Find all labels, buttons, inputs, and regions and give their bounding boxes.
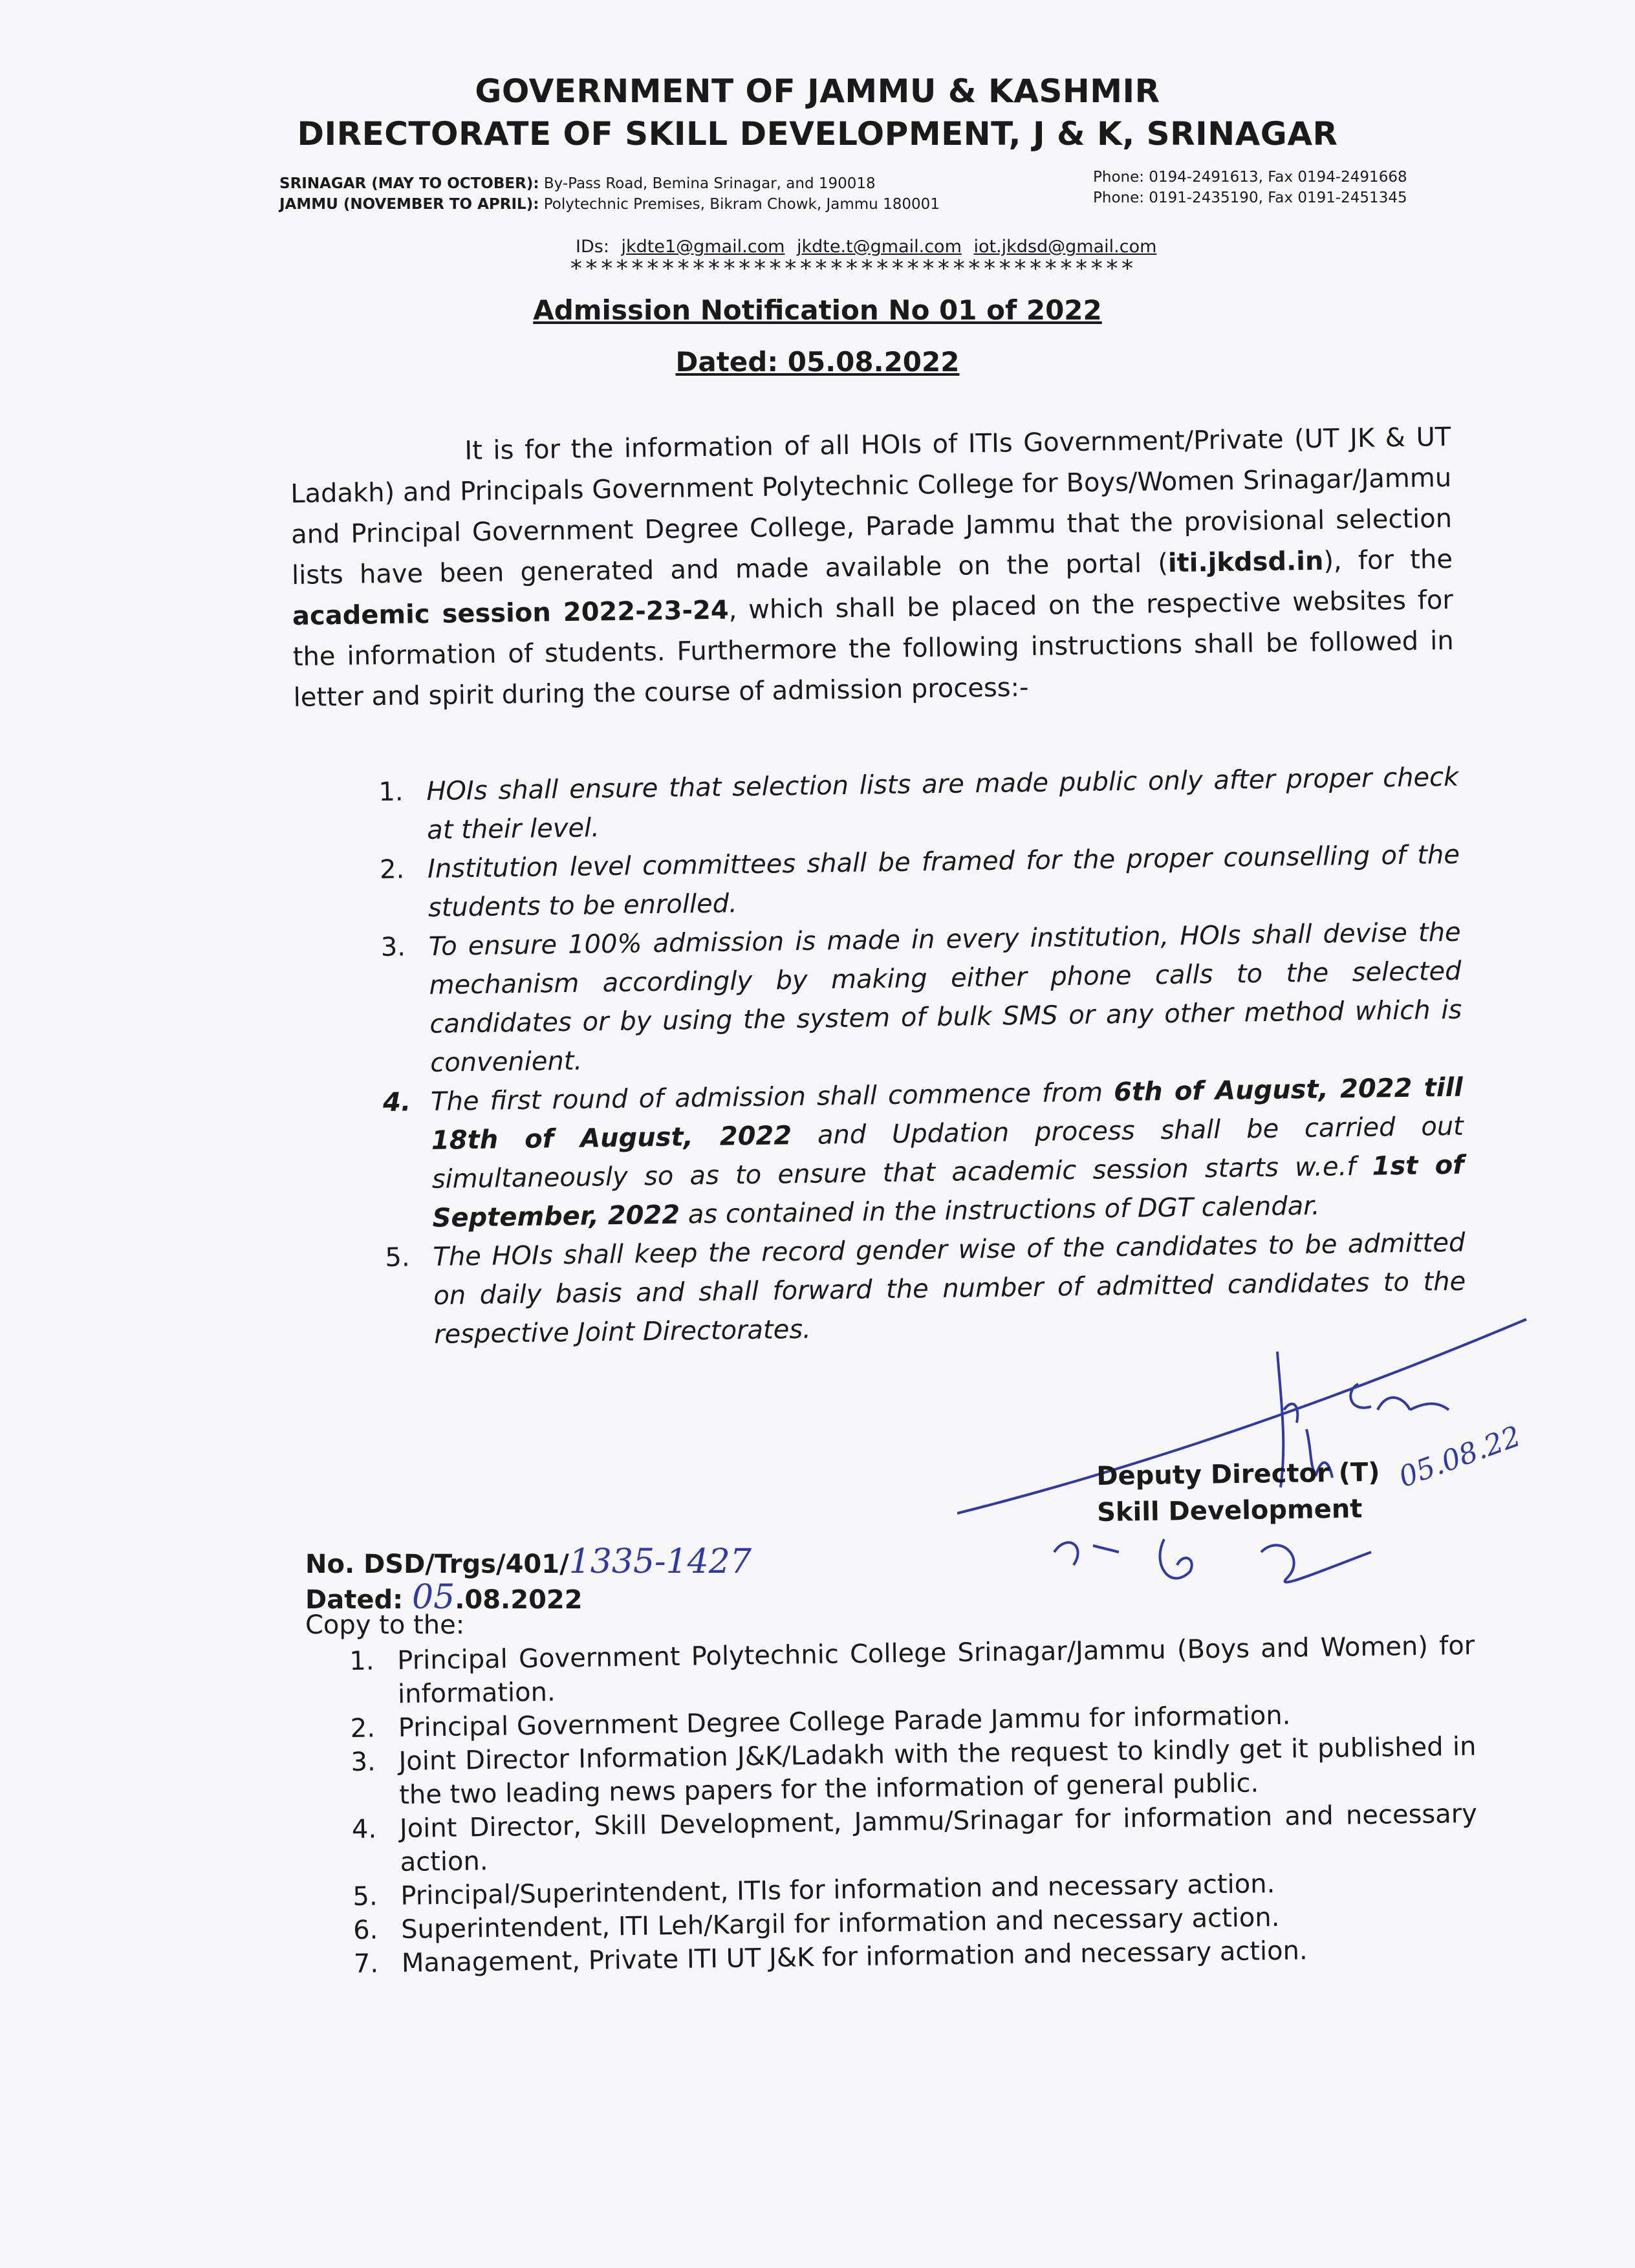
handwritten-day: 05	[412, 1578, 455, 1617]
handwritten-signature	[957, 1293, 1578, 1604]
reference-date: Dated: 05.08.2022	[305, 1578, 583, 1617]
email-link-1[interactable]: jkdte1@gmail.com	[621, 237, 785, 257]
list-item: 2. Principal Government Degree College Parade Jammu for information.	[350, 1700, 1291, 1744]
email-link-2[interactable]: jkdte.t@gmail.com	[797, 237, 962, 257]
session-text: academic session 2022-23-24	[292, 595, 729, 631]
handwritten-date: 05.08.22	[1394, 1420, 1525, 1495]
list-item: 5. Principal/Superintendent, ITIs for information and necessary action.	[352, 1869, 1275, 1912]
instructions-list	[378, 758, 1466, 1355]
phone-srinagar: Phone: 0194-2491613, Fax 0194-2491668	[1093, 169, 1407, 186]
ids-label: IDs:	[576, 237, 609, 257]
copy-to-label: Copy to the:	[305, 1610, 465, 1640]
copy-to-list	[349, 1629, 1479, 1981]
notification-date: Dated: 05.08.2022	[675, 346, 960, 378]
list-item: 5. The HOIs shall keep the record gender wise of the candidates to be admitted on daily basis and shall forward the number of admitted candidates to the respective Joint Directorates.	[385, 1227, 1466, 1350]
email-ids	[576, 237, 1163, 257]
list-item: 1. Principal Government Polytechnic College Srinagar/Jammu (Boys and Women) for information.	[349, 1630, 1475, 1709]
list-item: 3. Joint Director Information J&K/Ladakh with the request to kindly get it published in the two leading news papers for the information of general public.	[351, 1731, 1477, 1810]
header-directorate: DIRECTORATE OF SKILL DEVELOPMENT, J & K, SRINAGAR	[297, 115, 1338, 153]
address-jammu: JAMMU (NOVEMBER TO APRIL): Polytechnic Premises, Bikram Chowk, Jammu 180001	[279, 196, 940, 213]
phone-jammu: Phone: 0191-2435190, Fax 0191-2451345	[1093, 189, 1407, 206]
body-paragraph: It is for the information of all HOIs of ITIs Government/Private (UT JK & UT Ladakh) and Principals Government Polytechnic College for Boys/Women Srinagar/Jammu and Principal Government Degree College, Parade Jammu that the provisional selection lists have been generated and made available on the portal (iti.jkdsd.in), for the academic session 2022-23-24, which shall be placed on the respective websites for the information of students. Furthermore the following instructions shall be followed in letter and spirit during the course of admission process:-	[290, 422, 1454, 713]
signatory-department: Skill Development	[1096, 1494, 1363, 1528]
signature-block	[1096, 1454, 1381, 1531]
list-item: 3. To ensure 100% admission is made in every institution, HOIs shall devise the mechanism accordingly by making either phone calls to the selected candidates or by using the system of bulk SMS or any other method which is convenient.	[380, 917, 1462, 1078]
list-item: 4. Joint Director, Skill Development, Jammu/Srinagar for information and necessary action.	[351, 1798, 1478, 1877]
header-government: GOVERNMENT OF JAMMU & KASHMIR	[475, 72, 1160, 110]
portal-link: iti.jkdsd.in	[1167, 546, 1324, 579]
reference-number: No. DSD/Trgs/401/1335-1427	[305, 1542, 752, 1581]
list-item: 7. Management, Private ITI UT J&K for information and necessary action.	[353, 1936, 1308, 1979]
list-item: 6. Superintendent, ITI Leh/Kargil for information and necessary action.	[352, 1902, 1280, 1945]
divider-stars: *************************************	[569, 255, 1136, 282]
handwritten-reference: 1335-1427	[568, 1542, 752, 1581]
email-link-3[interactable]: iot.jkdsd@gmail.com	[973, 237, 1157, 257]
list-item: 4. The first round of admission shall commence from 6th of August, 2022 till 18th of August, 2022 and Updation process shall be carried out simultaneously so as to ensure that academic session starts w.e.f 1st of September, 2022 as contained in the instructions of DGT calendar.	[382, 1072, 1464, 1233]
list-item: 1. HOIs shall ensure that selection lists are made public only after proper check at their level.	[378, 762, 1459, 845]
notification-title: Admission Notification No 01 of 2022	[533, 294, 1102, 326]
phone-block	[1093, 167, 1407, 208]
list-item: 2. Institution level committees shall be framed for the proper counselling of the students to be enrolled.	[379, 839, 1460, 923]
signatory-title: Deputy Director (T)	[1096, 1457, 1380, 1491]
address-srinagar: SRINAGAR (MAY TO OCTOBER): By-Pass Road, Bemina Srinagar, and 190018	[279, 175, 876, 192]
